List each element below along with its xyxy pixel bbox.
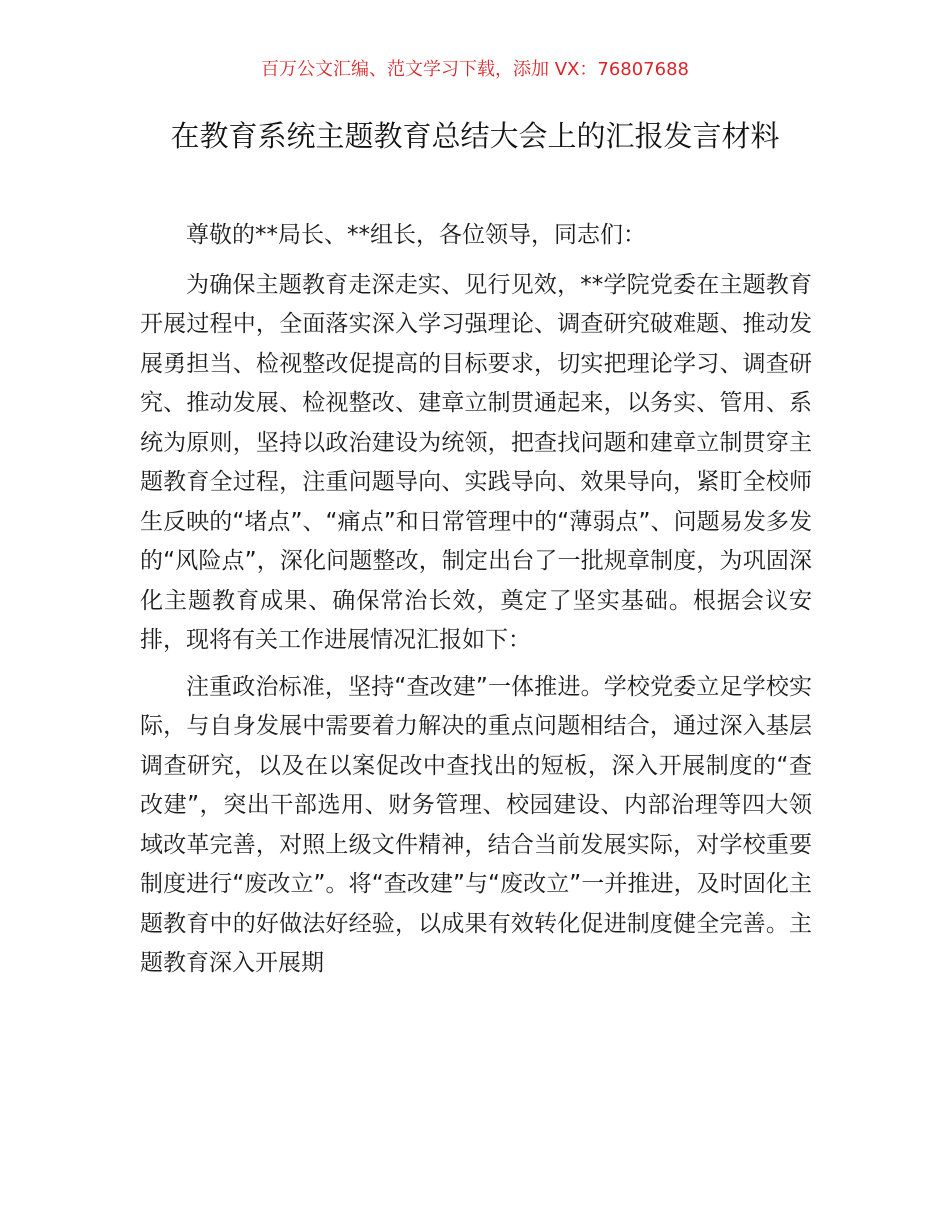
body-paragraph-2: 注重政治标准，坚持“查改建”一体推进。学校党委立足学校实际，与自身发展中需要着力解决的重点问题相结合，通过深入基层调查研究，以及在以案促改中查找出的短板，深入开展制度的“查改建”，突出干部选用、财务管理、校园建设、内部治理等四大领域改革完善，对照上级文件精神，结合当前发展实际，对学校重要制度进行“废改立”。将“查改建”与“废改立”一并推进，及时固化主题教育中的好做法好经验，以成果有效转化促进制度健全完善。主题教育深入开展期 bbox=[140, 673, 812, 976]
header-banner: 百万公文汇编、范文学习下载，添加 VX：76807688 bbox=[261, 59, 689, 80]
document-body bbox=[140, 216, 812, 991]
salutation: 尊敬的**局长、**组长，各位领导，同志们： bbox=[186, 222, 646, 248]
document-title: 在教育系统主题教育总结大会上的汇报发言材料 bbox=[170, 119, 780, 153]
body-paragraph-1: 为确保主题教育走深走实、见行见效，**学院党委在主题教育开展过程中，全面落实深入学习强理论、调查研究破难题、推动发展勇担当、检视整改促提高的目标要求，切实把理论学习、调查研究、推动发展、检视整改、建章立制贯通起来，以务实、管用、系统为原则，坚持以政治建设为统领，把查找问题和建章立制贯穿主题教育全过程，注重问题导向、实践导向、效果导向，紧盯全校师生反映的“堵点”、“痛点”和日常管理中的“薄弱点”、问题易发多发的“风险点”，深化问题整改，制定出台了一批规章制度，为巩固深化主题教育成果、确保常治长效，奠定了坚实基础。根据会议安排，现将有关工作进展情况汇报如下： bbox=[140, 271, 812, 653]
